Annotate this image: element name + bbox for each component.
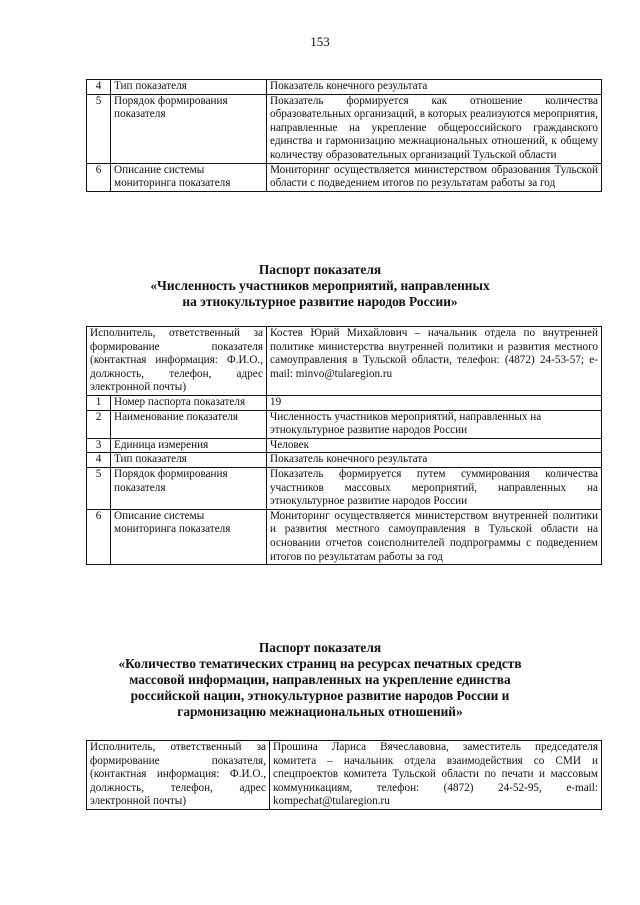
passport-table: [86, 740, 602, 810]
row-label: Наименование показателя: [111, 410, 267, 438]
passport-title-line: российской нации, этнокультурное развитие народов России и: [130, 688, 510, 703]
row-label: Единица измерения: [111, 438, 267, 453]
table-row: [87, 467, 602, 509]
page-number: 153: [310, 34, 330, 49]
passport-title-line: «Количество тематических страниц на ресурсах печатных средств: [118, 656, 522, 671]
row-value: Показатель формируется как отношение количества образовательных организаций, в которых реализуются мероприятия, направленные на укрепление общероссийского гражданского единства и гармонизацию межнациональных отношений, к общему количеству образовательных организаций Тульской области: [267, 94, 602, 163]
row-value: Мониторинг осуществляется министерством внутренней политики и развития местного самоуправления в Тульской области на основании отчетов соисполнителей подпрограммы с подведением итогов по результатам работы за год: [267, 509, 602, 564]
table-row: [87, 80, 602, 95]
passport-heading: Паспорт показателя: [258, 640, 382, 655]
table-row: [87, 395, 602, 410]
row-number: 4: [87, 80, 111, 95]
row-label: Порядок формирования показателя: [111, 94, 267, 163]
row-label: Номер паспорта показателя: [111, 395, 267, 410]
passport-title-line: на этнокультурное развитие народов России»: [182, 294, 458, 309]
table-row: [87, 163, 602, 191]
executor-label: Исполнитель, ответственный за формирование показателя (контактная информация: Ф.И.О., должность, телефон, адрес электронной почты): [87, 327, 267, 396]
table-row: [87, 453, 602, 468]
table-row: [87, 94, 602, 163]
passport-heading: Паспорт показателя: [258, 262, 382, 277]
row-number: 5: [87, 94, 111, 163]
indicator-table-continued: [86, 79, 602, 192]
row-number: 5: [87, 467, 111, 509]
passport-title-line: гармонизацию межнациональных отношений»: [177, 704, 463, 719]
row-number: 2: [87, 410, 111, 438]
passport-title-line: «Численность участников мероприятий, направленных: [150, 278, 490, 293]
executor-row: [87, 327, 602, 396]
row-label: Тип показателя: [111, 80, 267, 95]
row-value: Человек: [267, 438, 602, 453]
row-value: Показатель конечного результата: [267, 453, 602, 468]
table-row: [87, 509, 602, 564]
row-value: Мониторинг осуществляется министерством образования Тульской области с подведением итогов по результатам работы за год: [267, 163, 602, 191]
executor-row: [87, 741, 602, 810]
passport-title-line: массовой информации, направленных на укрепление единства: [129, 672, 511, 687]
row-number: 6: [87, 509, 111, 564]
passport-title: [80, 262, 560, 310]
executor-label: Исполнитель, ответственный за формирование показателя, (контактная информация: Ф.И.О., должность, телефон, адрес электронной почты): [87, 741, 270, 810]
table-row: [87, 438, 602, 453]
row-value: Показатель формируется путем суммирования количества участников массовых мероприятий, направленных на этнокультурное развитие народов России: [267, 467, 602, 509]
row-label: Описание системы мониторинга показателя: [111, 163, 267, 191]
row-label: Описание системы мониторинга показателя: [111, 509, 267, 564]
executor-value: Прошина Лариса Вячеславовна, заместитель председателя комитета – начальник отдела взаимодействия со СМИ и спецпроектов комитета Тульской области по печати и массовым коммуникациям, телефон: (4872) 24-52-95, e-mail: kompechat@tularegion.ru: [270, 741, 602, 810]
row-label: Порядок формирования показателя: [111, 467, 267, 509]
passport-title: [80, 640, 560, 720]
row-number: 4: [87, 453, 111, 468]
row-number: 3: [87, 438, 111, 453]
row-value: 19: [267, 395, 602, 410]
row-number: 1: [87, 395, 111, 410]
row-value: Показатель конечного результата: [267, 80, 602, 95]
row-number: 6: [87, 163, 111, 191]
executor-value: Костев Юрий Михайлович – начальник отдела по внутренней политике министерства внутренней политики и развития местного самоуправления в Тульской области, телефон: (4872) 24-53-57; e-mail: minvo@tularegion.ru: [267, 327, 602, 396]
row-label: Тип показателя: [111, 453, 267, 468]
passport-table: [86, 326, 602, 565]
row-value: Численность участников мероприятий, направленных на этнокультурное развитие народов России: [267, 410, 602, 438]
table-row: [87, 410, 602, 438]
